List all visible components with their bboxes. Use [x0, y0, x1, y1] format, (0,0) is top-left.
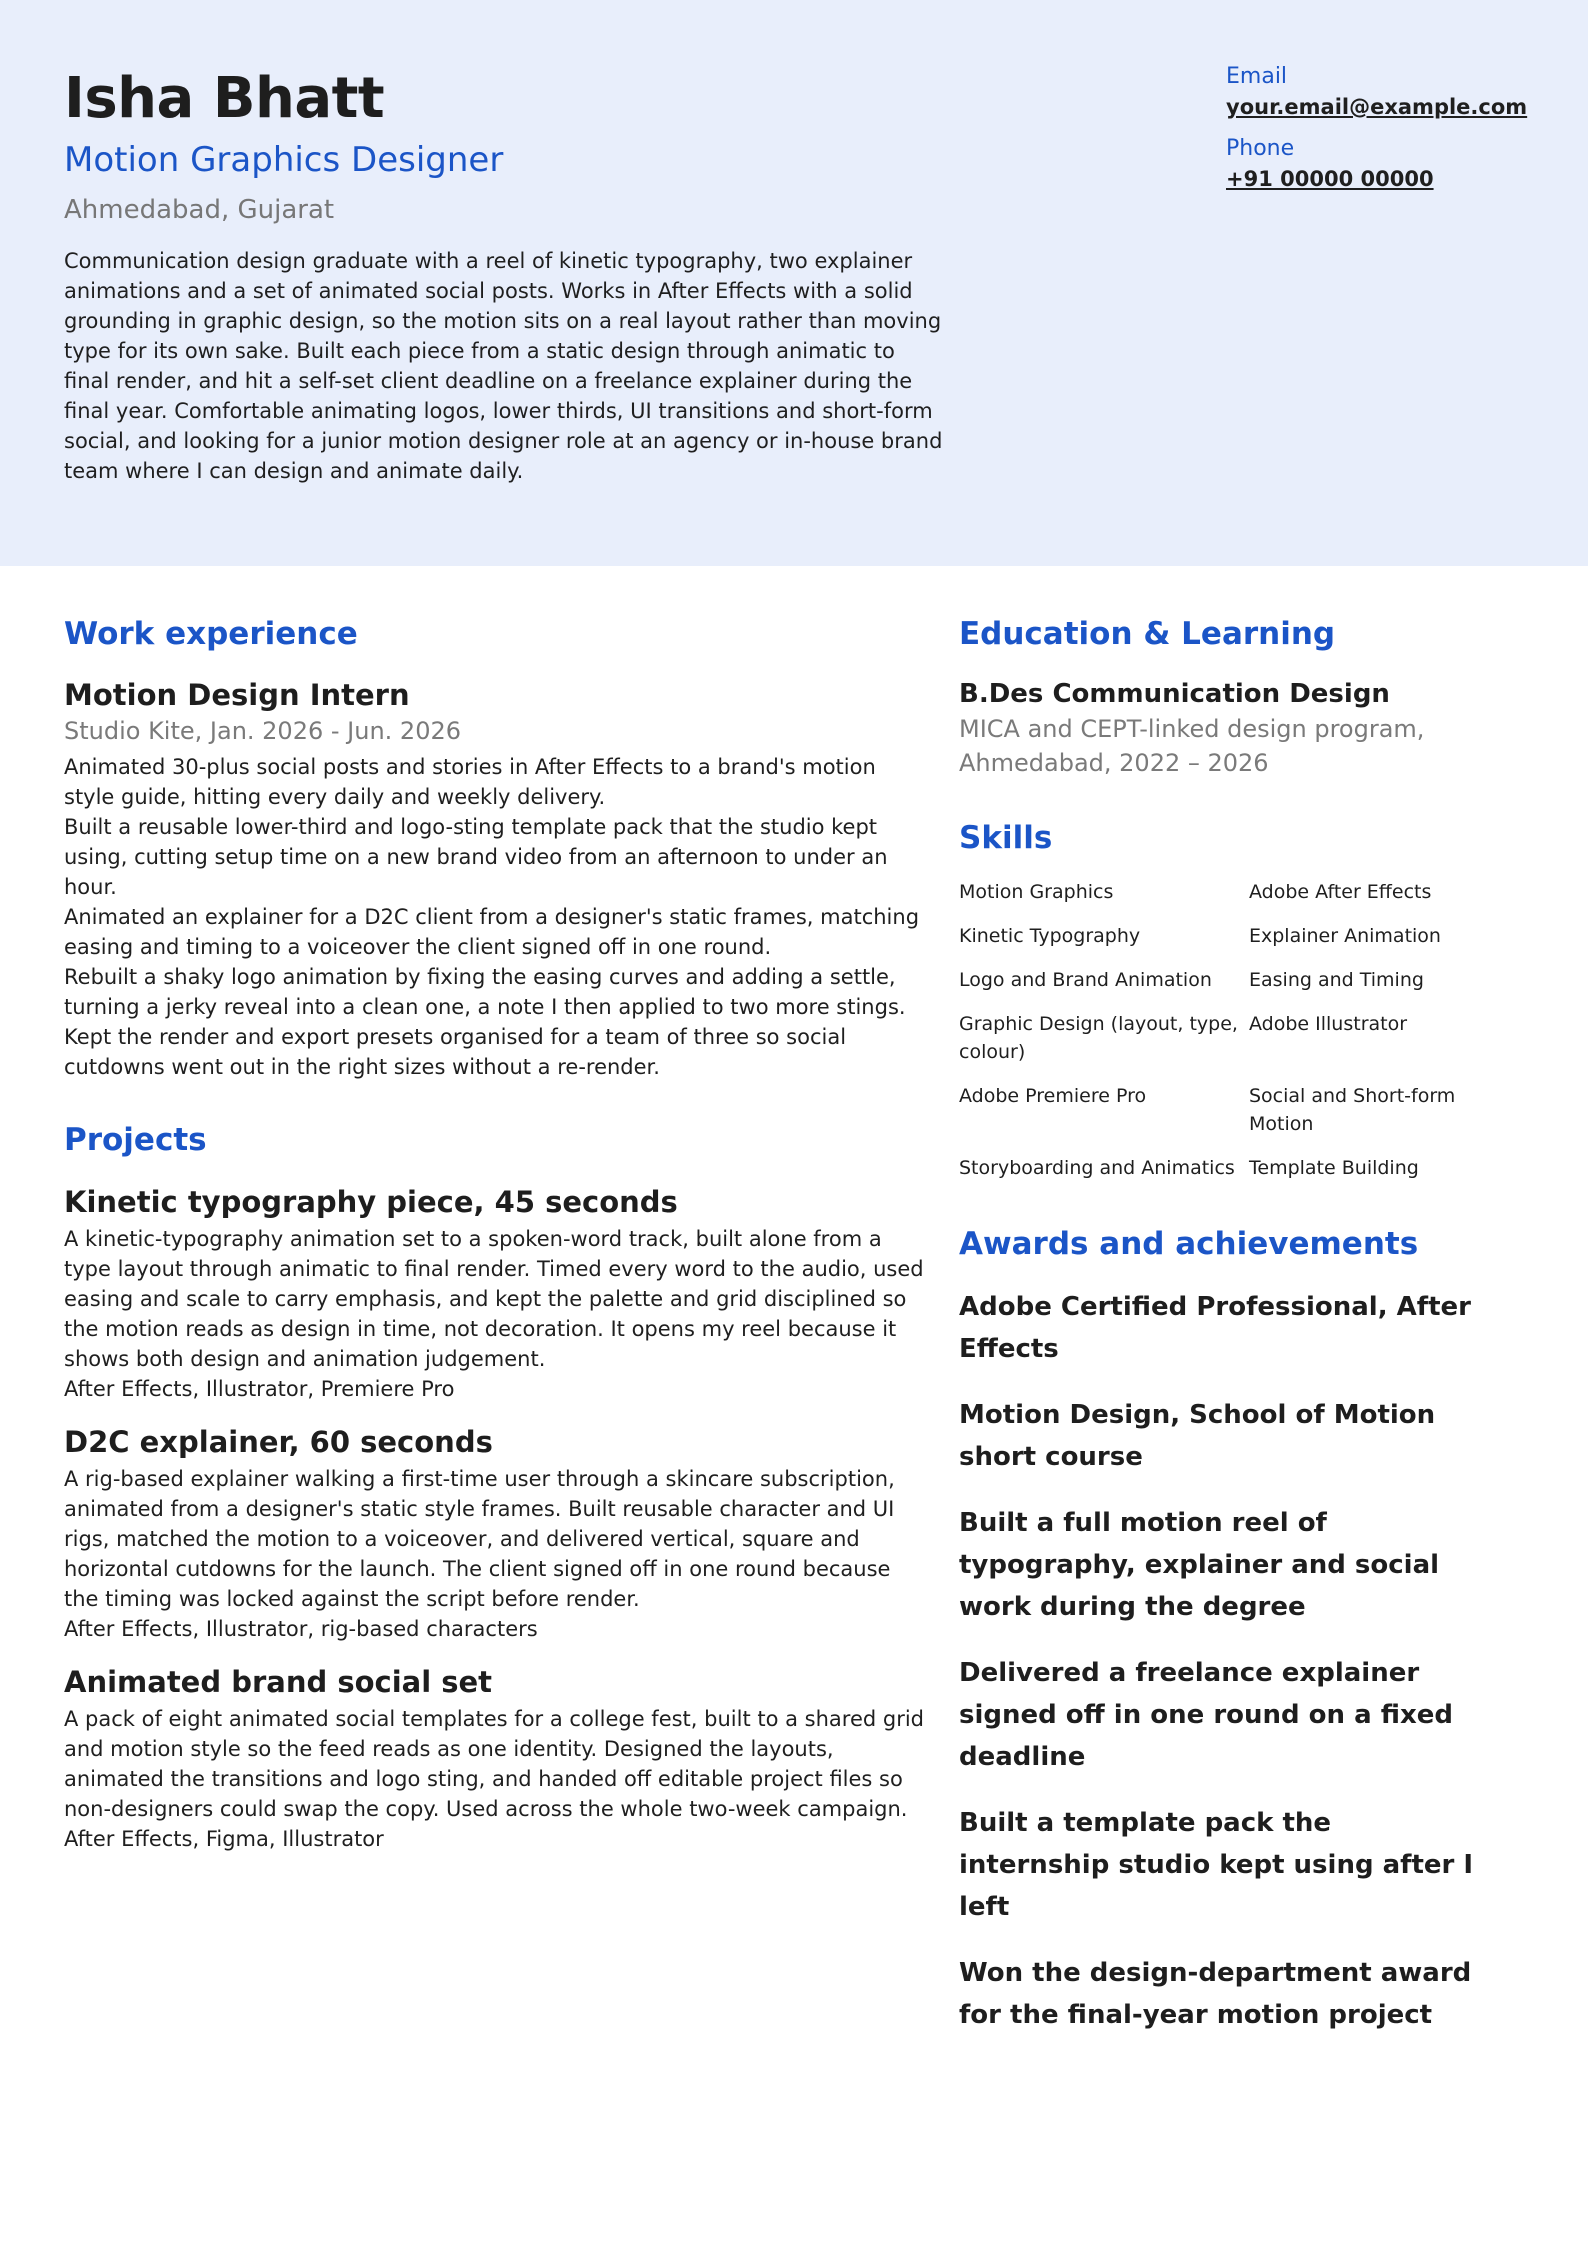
- email-label: Email: [1226, 64, 1288, 89]
- job-role: Motion Graphics Designer: [64, 140, 504, 180]
- section-title-work: Work experience: [64, 616, 358, 652]
- email-link[interactable]: your.email@example.com: [1226, 95, 1528, 119]
- award-item: Built a template pack the internship studio kept using after I left: [959, 1808, 1474, 1922]
- skill-item: Template Building: [1249, 1157, 1419, 1179]
- skill-item: Adobe Premiere Pro: [959, 1085, 1147, 1107]
- skill-item: Easing and Timing: [1249, 969, 1424, 991]
- section-title-projects: Projects: [64, 1122, 207, 1158]
- project-description: A pack of eight animated social templates for a college fest, built to a shared grid and motion style so the feed reads as one identity. Designed the layouts, animated the transitions and logo sting, and handed off editable project files so non-designers could swap the copy. Used across the whole two-week campaign.: [64, 1707, 925, 1821]
- skill-item: Motion Graphics: [959, 881, 1114, 903]
- skill-item: Storyboarding and Animatics: [959, 1157, 1235, 1179]
- job-title: Motion Design Intern: [64, 678, 410, 712]
- award-item: Adobe Certified Professional, After Effects: [959, 1292, 1471, 1364]
- skill-item: Adobe Illustrator: [1249, 1013, 1408, 1035]
- skill-item: Adobe After Effects: [1249, 881, 1432, 903]
- project-title: Kinetic typography piece, 45 seconds: [64, 1185, 678, 1219]
- left-column: [64, 612, 924, 1854]
- skill-item: Kinetic Typography: [959, 925, 1141, 947]
- degree-title: B.Des Communication Design: [959, 679, 1390, 709]
- skills-section: [959, 816, 1479, 1182]
- skill-item: Explainer Animation: [1249, 925, 1441, 947]
- project-tools: After Effects, Illustrator, Premiere Pro: [64, 1377, 455, 1401]
- degree-meta: MICA and CEPT-linked design program, Ahmedabad, 2022 – 2026: [959, 715, 1425, 777]
- work-bullet: Animated an explainer for a D2C client from a designer's static frames, matching easing and timing to a voiceover the client signed off in one round.: [64, 905, 920, 959]
- project-description: A rig-based explainer walking a first-time user through a skincare subscription, animated from a designer's static style frames. Built reusable character and UI rigs, matched the motion to a voiceover, and delivered vertical, square and horizontal cutdowns for the launch. The client signed off in one round because the timing was locked against the script before render.: [64, 1467, 895, 1611]
- work-bullet: Built a reusable lower-third and logo-sting template pack that the studio kept using, cutting setup time on a new brand video from an afternoon to under an hour.: [64, 815, 888, 899]
- project-tools: After Effects, Figma, Illustrator: [64, 1827, 384, 1851]
- skill-item: Graphic Design (layout, type, colour): [959, 1013, 1238, 1063]
- job-meta: Studio Kite, Jan. 2026 - Jun. 2026: [64, 717, 461, 745]
- section-title-awards: Awards and achievements: [959, 1226, 1419, 1262]
- skills-grid: [959, 878, 1479, 1182]
- work-experience-section: [64, 612, 924, 1082]
- section-title-education: Education & Learning: [959, 616, 1336, 652]
- award-item: Motion Design, School of Motion short course: [959, 1400, 1436, 1472]
- project-title: D2C explainer, 60 seconds: [64, 1425, 493, 1459]
- awards-section: [959, 1222, 1479, 2036]
- candidate-name: Isha Bhatt: [64, 66, 385, 131]
- projects-section: [64, 1118, 924, 1854]
- skill-item: Logo and Brand Animation: [959, 969, 1212, 991]
- right-column: [959, 612, 1479, 2060]
- profile-summary: Communication design graduate with a reel of kinetic typography, two explainer animations and a set of animated social posts. Works in After Effects with a solid grounding in graphic design, so the motion sits on a real layout rather than moving type for its own sake. Built each piece from a static design through animatic to final render, and hit a self-set client deadline on a freelance explainer during the final year. Comfortable animating logos, lower thirds, UI transitions and short-form social, and looking for a junior motion designer role at an agency or in-house brand team where I can design and animate daily.: [64, 249, 943, 483]
- education-section: [959, 612, 1479, 780]
- phone-label: Phone: [1226, 136, 1295, 161]
- project-title: Animated brand social set: [64, 1665, 493, 1699]
- work-bullet: Rebuilt a shaky logo animation by fixing the easing curves and adding a settle, turning a jerky reveal into a clean one, a note I then applied to two more stings.: [64, 965, 906, 1019]
- header-banner: [0, 0, 1588, 566]
- work-bullet: Kept the render and export presets organised for a team of three so social cutdowns went out in the right sizes without a re-render.: [64, 1025, 847, 1079]
- project-description: A kinetic-typography animation set to a spoken-word track, built alone from a type layout through animatic to final render. Timed every word to the audio, used easing and scale to carry emphasis, and kept the palette and grid disciplined so the motion reads as design in time, not decoration. It opens my reel because it shows both design and animation judgement.: [64, 1227, 924, 1371]
- award-item: Delivered a freelance explainer signed off in one round on a fixed deadline: [959, 1658, 1453, 1772]
- skill-item: Social and Short-form Motion: [1249, 1085, 1456, 1135]
- work-bullet: Animated 30-plus social posts and stories in After Effects to a brand's motion style guide, hitting every daily and weekly delivery.: [64, 755, 876, 809]
- project-tools: After Effects, Illustrator, rig-based characters: [64, 1617, 538, 1641]
- award-item: Won the design-department award for the final-year motion project: [959, 1958, 1472, 2030]
- location: Ahmedabad, Gujarat: [64, 195, 335, 225]
- phone-link[interactable]: +91 00000 00000: [1226, 167, 1434, 191]
- contact-block: [1226, 62, 1546, 206]
- section-title-skills: Skills: [959, 820, 1053, 856]
- award-item: Built a full motion reel of typography, explainer and social work during the degree: [959, 1508, 1440, 1622]
